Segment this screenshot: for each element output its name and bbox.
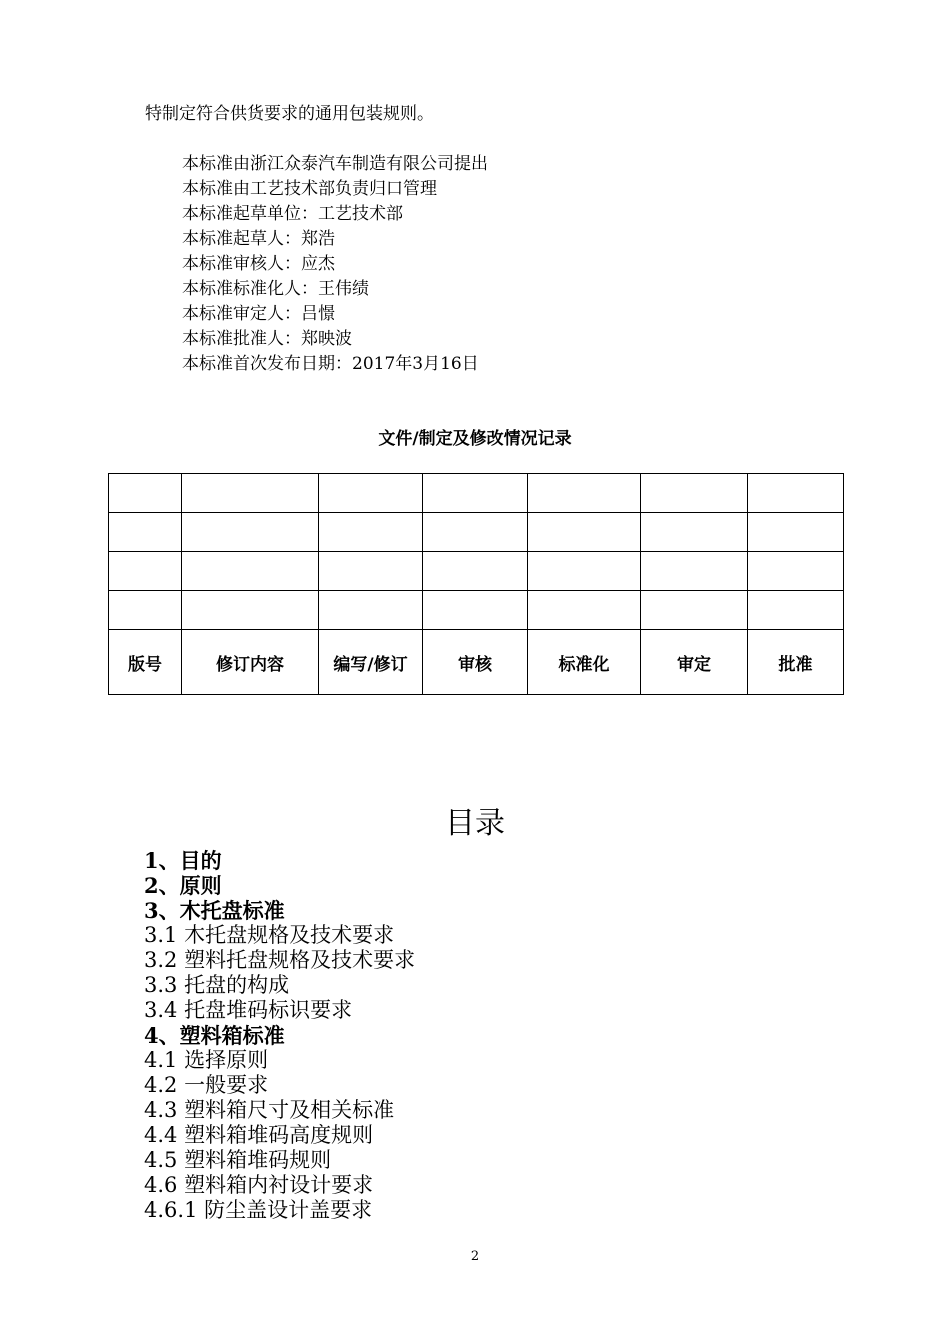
meta-reviewer: 本标准审核人：应杰 xyxy=(182,254,335,274)
standard-meta-list xyxy=(182,152,488,377)
table-cell xyxy=(528,474,641,513)
table-cell xyxy=(319,474,423,513)
toc-item[interactable]: 3.3 托盘的构成 xyxy=(144,973,290,997)
table-cell xyxy=(528,552,641,591)
table-cell xyxy=(109,552,182,591)
header-version: 版号 xyxy=(109,630,182,695)
table-cell xyxy=(748,552,844,591)
toc-list xyxy=(144,848,415,1223)
toc-item[interactable]: 4.1 选择原则 xyxy=(144,1048,269,1072)
table-cell xyxy=(319,591,423,630)
header-standardization: 标准化 xyxy=(528,630,641,695)
toc-item[interactable]: 4.4 塑料箱堆码高度规则 xyxy=(144,1123,374,1147)
table-cell xyxy=(641,591,748,630)
toc-item[interactable]: 2、原则 xyxy=(144,873,222,898)
toc-item[interactable]: 4、塑料箱标准 xyxy=(144,1023,285,1048)
header-verification: 审定 xyxy=(641,630,748,695)
table-cell xyxy=(641,552,748,591)
meta-standardizer: 本标准标准化人：王伟绩 xyxy=(182,279,369,299)
toc-item[interactable]: 4.6.1 防尘盖设计盖要求 xyxy=(144,1198,373,1222)
table-row xyxy=(109,513,844,552)
table-header-row xyxy=(109,630,844,695)
toc-item[interactable]: 4.5 塑料箱堆码规则 xyxy=(144,1148,332,1172)
table-cell xyxy=(423,474,528,513)
table-cell xyxy=(748,513,844,552)
toc-item[interactable]: 4.2 一般要求 xyxy=(144,1073,269,1097)
table-cell xyxy=(748,591,844,630)
table-cell xyxy=(641,513,748,552)
table-cell xyxy=(423,513,528,552)
meta-proposer: 本标准由浙江众泰汽车制造有限公司提出 xyxy=(182,154,488,174)
table-cell xyxy=(528,513,641,552)
table-cell xyxy=(319,513,423,552)
table-row xyxy=(109,474,844,513)
table-cell xyxy=(109,591,182,630)
meta-approver: 本标准批准人：郑映波 xyxy=(182,329,352,349)
toc-item[interactable]: 4.6 塑料箱内衬设计要求 xyxy=(144,1173,374,1197)
record-table-title: 文件/制定及修改情况记录 xyxy=(378,429,572,449)
table-cell xyxy=(182,552,319,591)
meta-managing-dept: 本标准由工艺技术部负责归口管理 xyxy=(182,179,437,199)
header-author: 编写/修订 xyxy=(319,630,423,695)
table-cell xyxy=(182,513,319,552)
meta-drafting-unit: 本标准起草单位：工艺技术部 xyxy=(182,204,403,224)
meta-drafter: 本标准起草人：郑浩 xyxy=(182,229,335,249)
header-revision-content: 修订内容 xyxy=(182,630,319,695)
table-cell xyxy=(182,591,319,630)
revision-record-table xyxy=(108,473,844,695)
toc-item[interactable]: 3、木托盘标准 xyxy=(144,898,285,923)
table-cell xyxy=(109,513,182,552)
header-approval: 批准 xyxy=(748,630,844,695)
meta-verifier: 本标准审定人：吕憬 xyxy=(182,304,335,324)
toc-item[interactable]: 1、目的 xyxy=(144,848,222,873)
toc-item[interactable]: 4.3 塑料箱尺寸及相关标准 xyxy=(144,1098,395,1122)
toc-item[interactable]: 3.2 塑料托盘规格及技术要求 xyxy=(144,948,416,972)
page-number: 2 xyxy=(470,1249,480,1264)
meta-release-date: 本标准首次发布日期：2017年3月16日 xyxy=(182,354,479,374)
table-cell xyxy=(182,474,319,513)
table-row xyxy=(109,552,844,591)
toc-item[interactable]: 3.4 托盘堆码标识要求 xyxy=(144,998,353,1022)
header-review: 审核 xyxy=(423,630,528,695)
table-cell xyxy=(423,591,528,630)
toc-item[interactable]: 3.1 木托盘规格及技术要求 xyxy=(144,923,395,947)
toc-title: 目录 xyxy=(445,806,505,841)
table-cell xyxy=(528,591,641,630)
intro-paragraph: 特制定符合供货要求的通用包装规则。 xyxy=(145,104,434,124)
table-cell xyxy=(641,474,748,513)
table-row xyxy=(109,591,844,630)
table-cell xyxy=(109,474,182,513)
table-cell xyxy=(748,474,844,513)
table-cell xyxy=(319,552,423,591)
table-cell xyxy=(423,552,528,591)
